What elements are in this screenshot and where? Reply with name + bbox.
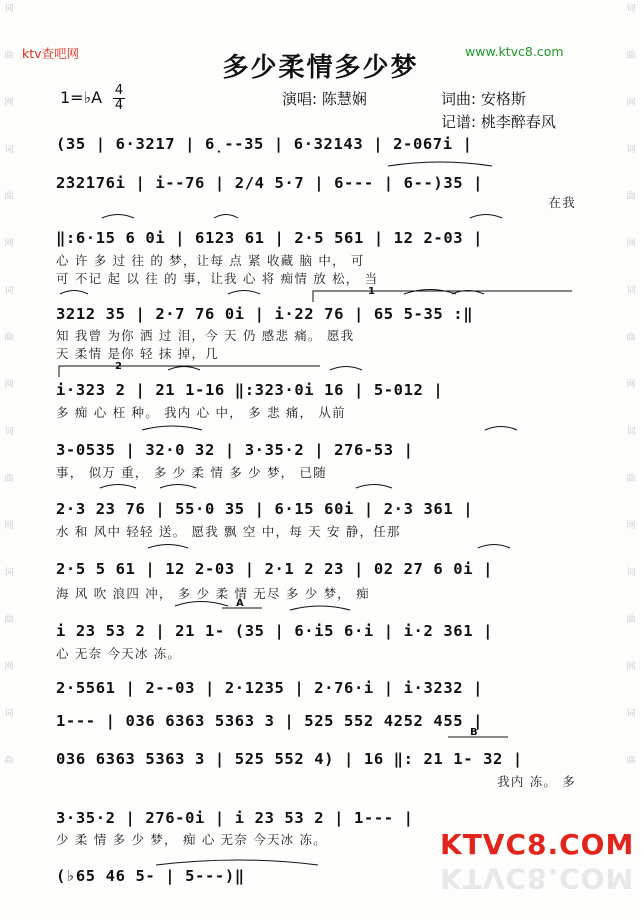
lyric-line-verse2b: 天 柔情 是你 轻 抹 掉，几 [56, 346, 219, 361]
site-logo-reflection: KTVC8.COM [440, 862, 635, 895]
key-signature: 1=♭A [60, 88, 103, 107]
sign-b-line [448, 732, 508, 742]
score-line-7: 2·3 23 76 | 55·0 35 | 6·15 60i | 2·3 361 | [56, 500, 474, 518]
lyric-line-12: 我内 冻。 多 [497, 774, 576, 789]
score-line-9: i 23 53 2 | 21 1- (35 | 6·i5 6·i | i·2 361 | [56, 622, 493, 640]
lyric-line-verse1a: 心 许 多 过 往 的 梦，让每 点 紧 收藏 脑 中， 可 [56, 253, 365, 268]
score-line-6: 3-0535 | 32·0 32 | 3·35·2 | 276-53 | [56, 441, 414, 459]
lyric-line-5: 多 痴 心 枉 种。 我内 心 中， 多 悲 痛， 从前 [56, 405, 346, 420]
lyric-line-6: 事， 似万 重， 多 少 柔 情 多 少 梦， 已随 [56, 465, 327, 480]
lyric-line-9: 心 无奈 今天冰 冻。 [56, 646, 182, 661]
score-line-5: i·323 2 | 21 1-16 ‖:323·0i 16 | 5-012 | [56, 381, 444, 399]
lyric-line-8: 海 风 吹 浪四 冲， 多 少 柔 情 无尽 多 少 梦， 痴 [56, 586, 370, 601]
lyric-line-verse1b: 可 不记 起 以 往 的 事，让我 心 将 痴情 放 松， 当 [56, 271, 379, 286]
volta-1-label: 1 [368, 286, 375, 297]
time-signature: 4 4 [114, 83, 124, 113]
score-line-4: 3212 35 | 2·7 76 0i | i·22 76 | 65 5-35 :‖ [56, 305, 474, 323]
song-title: 多少柔情多少梦 [222, 53, 419, 83]
lyric-line-13: 少 柔 情 多 少 梦， 痴 心 无奈 今天冰 冻。 [56, 832, 327, 847]
lyricist-composer-credit: 词曲: 安格斯 [441, 90, 526, 108]
score-line-10: 2·5561 | 2--03 | 2·1235 | 2·76·i | i·3232 | [56, 679, 484, 697]
score-line-12: 036 6363 5363 3 | 525 552 4) | 16 ‖: 21 1- 32 | [56, 750, 523, 768]
sign-b-label: B [470, 727, 478, 738]
lyric-line-7: 水 和 风中 轻轻 送。 愿我 飘 空 中，每 天 安 静，任那 [56, 524, 401, 539]
score-line-8: 2·5 5 61 | 12 2-03 | 2·1 2 23 | 02 27 6 0i | [56, 560, 493, 578]
score-line-2: 2̇32̇176i | i--76 | 2/4 5·7 | 6--- | 6--)35 | [56, 174, 484, 192]
score-line-14: (♭65 46 5- | 5---)‖ [56, 867, 245, 885]
score-line-13: 3·35·2 | 276-0i | i 23 53 2 | 1--- | [56, 809, 414, 827]
score-line-1: (35 | 6·3217 | 6̣--35 | 6·32143 | 2-067i | [56, 135, 473, 153]
volta-2-label: 2 [115, 361, 122, 372]
lyric-line-verse2a: 知 我曾 为你 洒 过 泪，今 天 仍 感悲 痛。 愿我 [56, 328, 355, 343]
transcriber-credit: 记谱: 桃李醉春风 [441, 113, 556, 131]
right-watermark-column: 词 曲 网 词 曲 网 词 曲 网 词 曲 网 词 曲 网 词 曲 [626, 4, 636, 766]
score-line-3: ‖:6·15 6 0i | 6123 61 | 2·5 561 | 12 2-03 | [56, 229, 484, 247]
singer-credit: 演唱: 陈慧娴 [282, 90, 367, 108]
site-logo: KTVC8.COM [440, 828, 635, 861]
score-line-11: 1--- | 036 6363 5363 3 | 525 552 4252 455 | [56, 712, 484, 730]
site-label-right: www.ktvc8.com [465, 44, 564, 59]
site-label-left: ktv查吧网 [22, 46, 80, 61]
volta-2-bracket [58, 364, 322, 378]
volta-1-bracket [312, 289, 574, 303]
sign-a-label: A [236, 598, 244, 609]
lyric-line-intro: 在我 [548, 195, 576, 210]
left-watermark-column: 词 曲 网 词 曲 网 词 曲 网 词 曲 网 词 曲 网 词 曲 [4, 4, 14, 766]
